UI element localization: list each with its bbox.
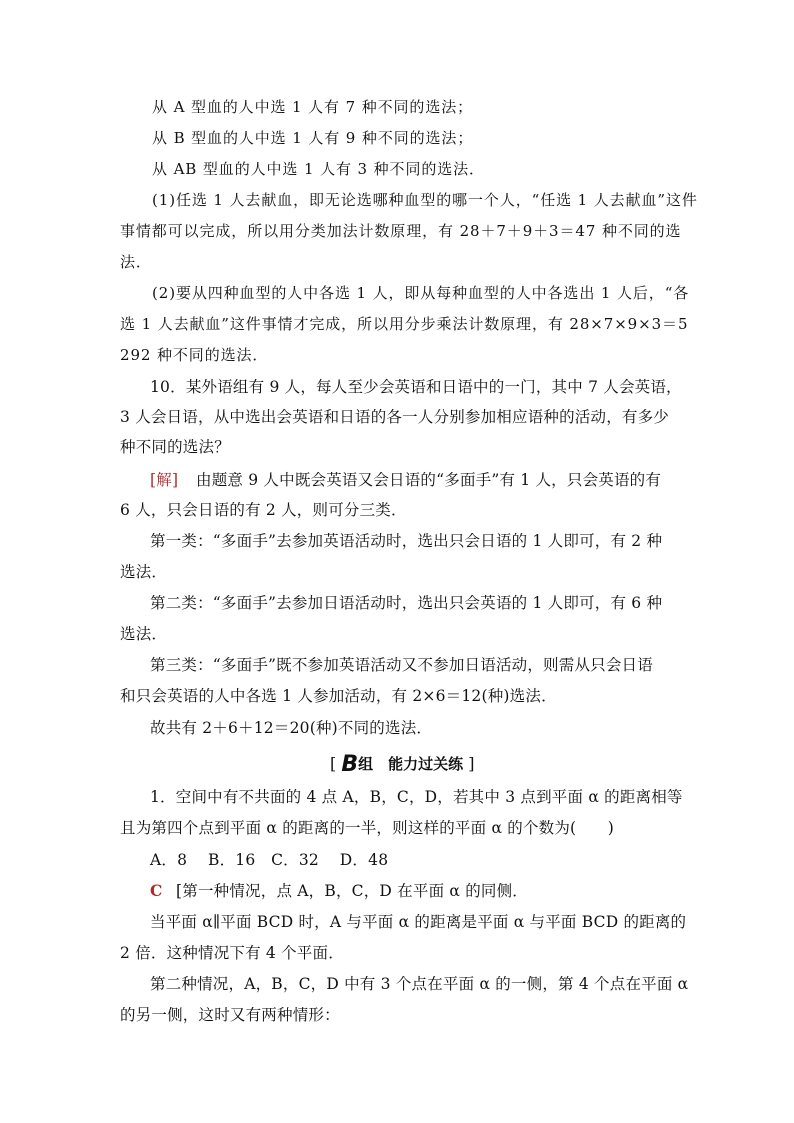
- text-line: 事情都可以完成，所以用分类加法计数原理，有 28＋7＋9＋3＝47 种不同的选: [120, 222, 682, 240]
- solution-text: 6 人，只会日语的有 2 人，则可分三类．: [120, 501, 407, 519]
- solution-text: 选法．: [120, 563, 168, 581]
- banner-open-bracket: [: [330, 754, 337, 773]
- solution-text: 第一类：“多面手”去参加英语活动时，选出只会日语的 1 人即可，有 2 种: [150, 532, 663, 550]
- solution-text: 第二类：“多面手”去参加日语活动时，选出只会英语的 1 人即可，有 6 种: [150, 594, 663, 612]
- solution-text: 选法．: [120, 625, 168, 643]
- question-text: 且为第四个点到平面 α 的距离的一半，则这样的平面 α 的个数为( ): [120, 819, 614, 837]
- solution-text: 由题意 9 人中既会英语又会日语的“多面手”有 1 人，只会英语的有: [196, 471, 662, 489]
- choices-text: A．8 B．16 C．32 D．48: [150, 851, 389, 869]
- banner-letter: B: [341, 752, 359, 777]
- solution-tag: [解]: [150, 471, 179, 489]
- banner-close-bracket: ]: [468, 754, 475, 773]
- answer-letter: C: [150, 881, 163, 900]
- text-line: 从 AB 型血的人中选 1 人有 3 种不同的选法．: [152, 160, 485, 178]
- solution-text: 的另一侧，这时又有两种情形：: [120, 1006, 340, 1024]
- question-text: 3 人会日语，从中选出会英语和日语的各一人分别参加相应语种的活动，有多少: [120, 408, 669, 426]
- text-line: (2)要从四种血型的人中各选 1 人，即从每种血型的人中各选出 1 人后，“各: [152, 284, 690, 302]
- solution-text: 故共有 2＋6＋12＝20(种)不同的选法．: [150, 719, 433, 737]
- banner-title: 组 能力过关练: [358, 755, 464, 773]
- question-text: 种不同的选法？: [120, 438, 230, 456]
- text-line: 选 1 人去献血”这件事情才完成，所以用分步乘法计数原理，有 28×7×9×3＝5: [120, 315, 689, 333]
- solution-text: [第一种情况，点 A，B，C，D 在平面 α 的同侧．: [176, 882, 528, 900]
- text-line: 法．: [120, 253, 152, 271]
- text-line: 292 种不同的选法．: [120, 346, 269, 364]
- question-text: 1．空间中有不共面的 4 点 A，B，C，D，若其中 3 点到平面 α 的距离相等: [150, 788, 683, 806]
- solution-text: 第二种情况，A，B，C，D 中有 3 个点在平面 α 的一侧，第 4 个点在平面 α: [150, 975, 689, 993]
- question-text: 10．某外语组有 9 人，每人至少会英语和日语中的一门，其中 7 人会英语，: [150, 378, 682, 396]
- solution-text: 第三类：“多面手”既不参加英语活动又不参加日语活动，则需从只会日语: [150, 656, 653, 674]
- solution-text: 和只会英语的人中各选 1 人参加活动，有 2×6＝12(种)选法．: [120, 687, 557, 705]
- text-line: 从 A 型血的人中选 1 人有 7 种不同的选法；: [152, 98, 474, 116]
- section-banner: [330, 752, 474, 777]
- text-line: (1)任选 1 人去献血，即无论选哪种血型的哪一个人，“任选 1 人去献血”这件: [152, 191, 698, 209]
- text-line: 从 B 型血的人中选 1 人有 9 种不同的选法；: [152, 129, 474, 147]
- solution-text: 2 倍．这种情况下有 4 个平面．: [120, 944, 344, 962]
- solution-text: 当平面 α∥平面 BCD 时，A 与平面 α 的距离是平面 α 与平面 BCD 的距离的: [150, 913, 687, 931]
